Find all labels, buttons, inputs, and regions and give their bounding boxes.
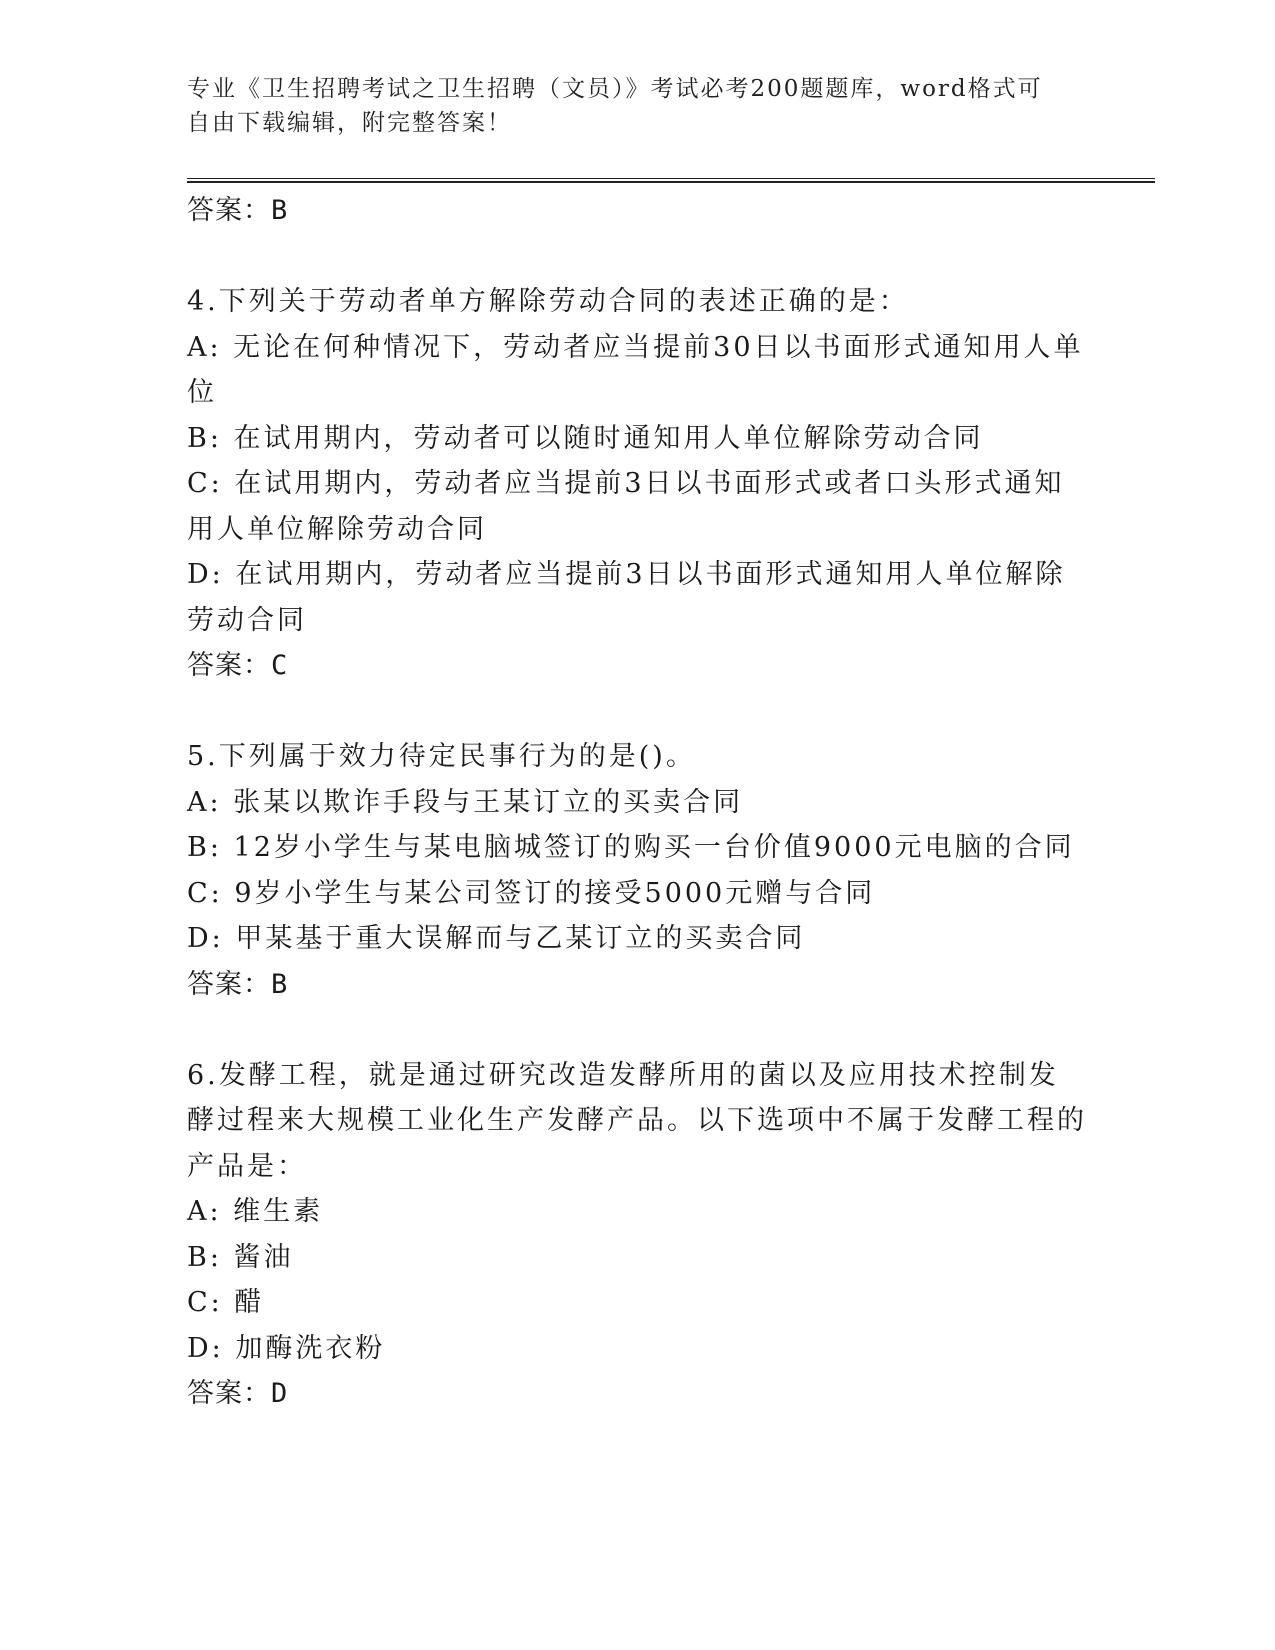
- option-d: D: 加酶洗衣粉: [187, 1332, 386, 1364]
- option-b: B: 酱油: [187, 1241, 294, 1273]
- question-stem: 6.发酵工程，就是通过研究改造发酵所用的菌以及应用技术控制发酵过程来大规模工业化生产发酵产品。以下选项中不属于发酵工程的产品是：: [187, 1059, 1087, 1182]
- answer-label: 答案：: [187, 650, 271, 681]
- option-b: B: 12岁小学生与某电脑城签订的购买一台价值9000元电脑的合同: [187, 832, 1075, 863]
- option-a: A: 无论在何种情况下，劳动者应当提前30日以书面形式通知用人单位: [187, 331, 1084, 408]
- answer-line: [187, 1371, 1087, 1417]
- option-b: B: 在试用期内，劳动者可以随时通知用人单位解除劳动合同: [187, 422, 984, 454]
- answer-label: 答案：: [187, 968, 271, 1000]
- header-divider-thick: [187, 181, 1155, 183]
- answer-value: D: [271, 1378, 289, 1409]
- answer-value: B: [271, 195, 289, 226]
- option-c: C: 在试用期内，劳动者应当提前3日以书面形式或者口头形式通知用人单位解除劳动合同: [187, 468, 1065, 545]
- answer-line: [187, 188, 1087, 234]
- spacer: [187, 234, 1087, 280]
- option-d: D: 甲某基于重大误解而与乙某订立的买卖合同: [187, 923, 806, 954]
- option-a: A: 张某以欺诈手段与王某订立的买卖合同: [187, 786, 744, 818]
- option-d: D: 在试用期内，劳动者应当提前3日以书面形式通知用人单位解除劳动合同: [187, 559, 1066, 636]
- option-a: A: 维生素: [187, 1196, 324, 1227]
- question-list: [187, 188, 1087, 1417]
- question-block: [187, 279, 1087, 689]
- answer-line: [187, 962, 1087, 1008]
- spacer: [187, 1007, 1087, 1053]
- question-stem: 4.下列关于劳动者单方解除劳动合同的表述正确的是：: [187, 286, 909, 317]
- document-header: 专业《卫生招聘考试之卫生招聘（文员）》考试必考200题题库，word格式可自由下载编辑，附完整答案！: [187, 76, 1043, 136]
- answer-label: 答案：: [187, 1378, 271, 1409]
- answer-value: C: [271, 650, 289, 681]
- answer-label: 答案：: [187, 195, 271, 226]
- option-c: C: 9岁小学生与某公司签订的接受5000元赠与合同: [187, 877, 876, 909]
- header-divider-thin: [187, 178, 1155, 179]
- question-block: [187, 734, 1087, 1007]
- spacer: [187, 689, 1087, 735]
- answer-value: B: [271, 968, 289, 1000]
- question-block: [187, 1053, 1087, 1417]
- answer-line: [187, 643, 1087, 689]
- question-stem: 5.下列属于效力待定民事行为的是()。: [187, 741, 696, 772]
- option-c: C: 醋: [187, 1287, 265, 1318]
